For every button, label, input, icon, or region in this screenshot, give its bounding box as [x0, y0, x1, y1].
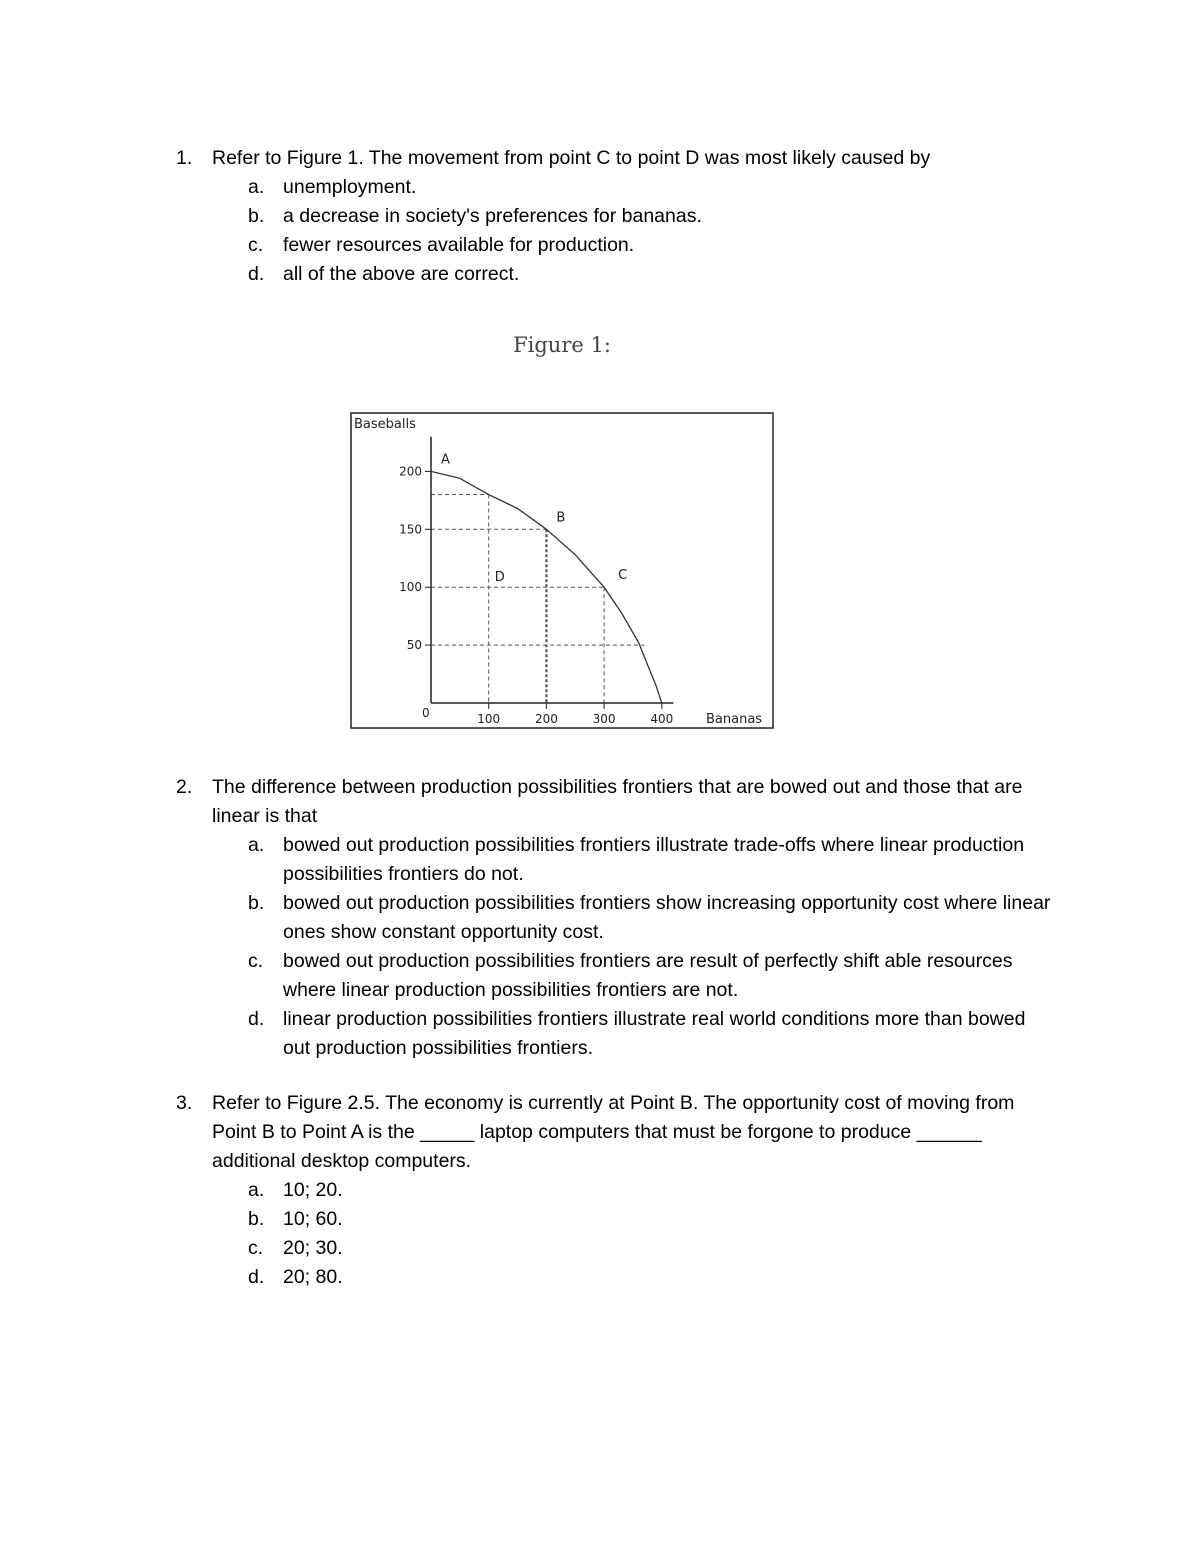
y-tick-label: 200: [399, 464, 422, 479]
answer-option: [248, 173, 1056, 202]
answer-option: [248, 947, 1056, 1005]
question-2: [176, 773, 1056, 1063]
point-label-c: C: [618, 568, 628, 584]
option-text: fewer resources available for production.: [283, 234, 635, 256]
x-tick-label: 100: [477, 712, 501, 726]
option-letter: b.: [248, 1208, 265, 1230]
question-text: Refer to Figure 1. The movement from point C to point D was most likely caused by: [212, 147, 931, 169]
answer-option: [248, 1176, 1056, 1205]
point-label-d: D: [494, 570, 505, 586]
option-text: linear production possibilities frontiers illustrate real world conditions more than bowed out production possibilities frontiers.: [283, 1008, 1026, 1059]
x-tick-label: 300: [592, 712, 616, 726]
x-axis-label: Bananas: [706, 712, 763, 727]
option-letter: c.: [248, 950, 264, 972]
question-number: 1.: [176, 147, 193, 169]
y-axis-label: Baseballs: [354, 417, 416, 432]
option-text: 10; 20.: [283, 1179, 343, 1201]
answer-option: [248, 260, 1056, 289]
option-text: unemployment.: [283, 176, 417, 198]
option-text: bowed out production possibilities frontiers are result of perfectly shift able resources where linear production possibilities frontiers are not.: [283, 950, 1013, 1001]
point-label-a: A: [441, 452, 450, 468]
question-text: The difference between production possibilities frontiers that are bowed out and those that are linear is that: [212, 776, 1023, 827]
option-text: 10; 60.: [283, 1208, 343, 1230]
option-letter: c.: [248, 1237, 264, 1259]
y-tick-label: 150: [399, 522, 422, 537]
x-tick-label: 200: [534, 712, 558, 726]
origin-label: 0: [422, 706, 430, 720]
option-letter: d.: [248, 1008, 265, 1030]
chart-frame: [351, 413, 773, 728]
point-label-b: B: [556, 510, 566, 526]
option-text: 20; 30.: [283, 1237, 343, 1259]
option-text: 20; 80.: [283, 1266, 343, 1288]
question-number: 3.: [176, 1092, 193, 1114]
y-tick-label: 100: [399, 580, 422, 595]
answer-option: [248, 1263, 1056, 1292]
answer-option: [248, 1205, 1056, 1234]
x-tick-label: 400: [650, 712, 674, 726]
option-letter: a.: [248, 176, 265, 198]
answer-option: [248, 1005, 1056, 1063]
answer-option: [248, 202, 1056, 231]
ppf-chart: [350, 412, 774, 730]
answer-option: [248, 231, 1056, 260]
option-text: a decrease in society's preferences for bananas.: [283, 205, 702, 227]
option-letter: b.: [248, 205, 265, 227]
option-text: all of the above are correct.: [283, 263, 520, 285]
option-text: bowed out production possibilities frontiers show increasing opportunity cost where linear ones show constant opportunity cost.: [283, 892, 1051, 943]
answer-option: [248, 1234, 1056, 1263]
option-letter: a.: [248, 1179, 265, 1201]
option-text: bowed out production possibilities frontiers illustrate trade-offs where linear production possibilities frontiers do not.: [283, 834, 1025, 885]
question-1: [176, 144, 1056, 289]
question-number: 2.: [176, 776, 193, 798]
answer-option: [248, 889, 1056, 947]
option-letter: c.: [248, 234, 264, 256]
option-letter: d.: [248, 263, 265, 285]
option-letter: a.: [248, 834, 265, 856]
question-3: [176, 1089, 1056, 1292]
question-text: Refer to Figure 2.5. The economy is currently at Point B. The opportunity cost of moving from Point B to Point A is the _____ laptop computers that must be forgone to produce ______ additional desktop computers.: [212, 1092, 1015, 1172]
y-tick-label: 50: [406, 638, 422, 653]
option-letter: b.: [248, 892, 265, 914]
option-letter: d.: [248, 1266, 265, 1288]
answer-option: [248, 831, 1056, 889]
figure-caption: Figure 1:: [513, 333, 611, 357]
